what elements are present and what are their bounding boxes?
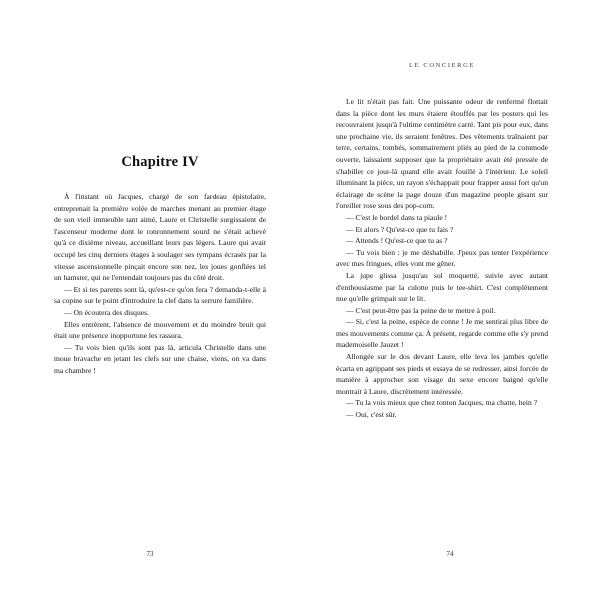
paragraph: — Et si tes parents sont là, qu'est-ce qu'on fera ? demanda-t-elle à sa copine sur le point d'introduire la clef dans la serrure familière. xyxy=(54,284,266,306)
chapter-title: Chapitre IV xyxy=(121,154,199,170)
page-right xyxy=(300,0,600,600)
body-text-right xyxy=(336,96,548,421)
paragraph: Elles entrèrent, l'absence de mouvement et du moindre bruit qui était une présence inopportune les rassura. xyxy=(54,319,266,341)
paragraph: — C'est le bordel dans ta piaule ! xyxy=(346,212,448,222)
paragraph: À l'instant où Jacques, chargé de son fardeau épistolaire, entreprenait la première volée de marches menant au premier étage de son vieil immeuble tant aimé, Laure et Christelle surgissaient de l'ascenseur moderne dont le ronronnement sourd ne s'était achevé qu'à ce dixième niveau, accueillant leurs pas légers. Laure qui avait occupé les cinq derniers étages à soulager ses tympans écrasés par la vitesse ascensionnelle pinçait encore son nez, les joues gonflées tel un hamster, qui ne l'entendait toujours pas du côté droit. xyxy=(54,192,266,283)
paragraph: — C'est peut-être pas la peine de te mettre à poil. xyxy=(346,305,496,315)
paragraph: — Attends ! Qu'est-ce que tu as ? xyxy=(346,236,448,246)
paragraph: — Tu vois bien : je me déshabille. J'peux pas tenter l'expérience avec mes fringues, elles vont me gêner. xyxy=(336,247,548,269)
page-number-right: 74 xyxy=(446,550,454,558)
running-head-right: LE CONCIERGE xyxy=(409,62,475,69)
paragraph: — Oui, c'est sûr. xyxy=(346,410,397,420)
paragraph: — On écoutera des disques. xyxy=(64,307,149,317)
paragraph: — Et alors ? Qu'est-ce que tu fais ? xyxy=(346,224,454,234)
paragraph: — Tu vois bien qu'ils sont pas là, articula Christelle dans une moue bravache en jetant les clefs sur une chaise, viens, on va dans ma chambre ! xyxy=(54,342,266,375)
running-head-left xyxy=(54,62,266,76)
paragraph: — Tu la vois mieux que chez tonton Jacques, ma chatte, hein ? xyxy=(346,398,538,408)
page-number-left: 73 xyxy=(146,550,154,558)
paragraph: Le lit n'était pas fait. Une puissante odeur de renfermé flottait dans la pièce dont les murs étaient étouffés par les posters qui les recouvraient jusqu'à l'ultime centimètre carré. Tant pis pour eux, dans une prochaine vie, ils seraient fenêtres. Des vêtements traînaient par terre, certains, tombés, sommairement pliés au pied de la commode ouverte, laissaient supposer que la propriétaire avait été pressée de s'habiller ce jour-là quand elle avait fouillé à l'intérieur. Le soleil illuminant la pièce, un rayon s'échappait pour frapper aussi fort qu'un éclairage de scène la page douze d'un magazine people gisant sur l'oreiller rose sous des pop-corn. xyxy=(336,97,548,211)
paragraph: La jupe glissa jusqu'au sol moquetté, suivie avec autant d'enthousiasme par la culotte puis le tee-shirt. C'est complètement nue qu'elle grimpait sur le lit. xyxy=(336,270,548,304)
body-text-left xyxy=(54,191,266,377)
paragraph: Allongée sur le dos devant Laure, elle leva les jambes qu'elle écarta en agrippant ses pieds et essaya de se redresser, ainsi forcée de manière à approcher son visage du sexe encore baigné qu'elle montrait à Laure, discrètement intéressée. xyxy=(336,352,548,396)
paragraph: — Si, c'est la peine, espèce de conne ! Je me sentirai plus libre de mes mouvements comme ça. À présent, regarde comme elle s'y prend mademoiselle Jauzet ! xyxy=(336,317,548,350)
